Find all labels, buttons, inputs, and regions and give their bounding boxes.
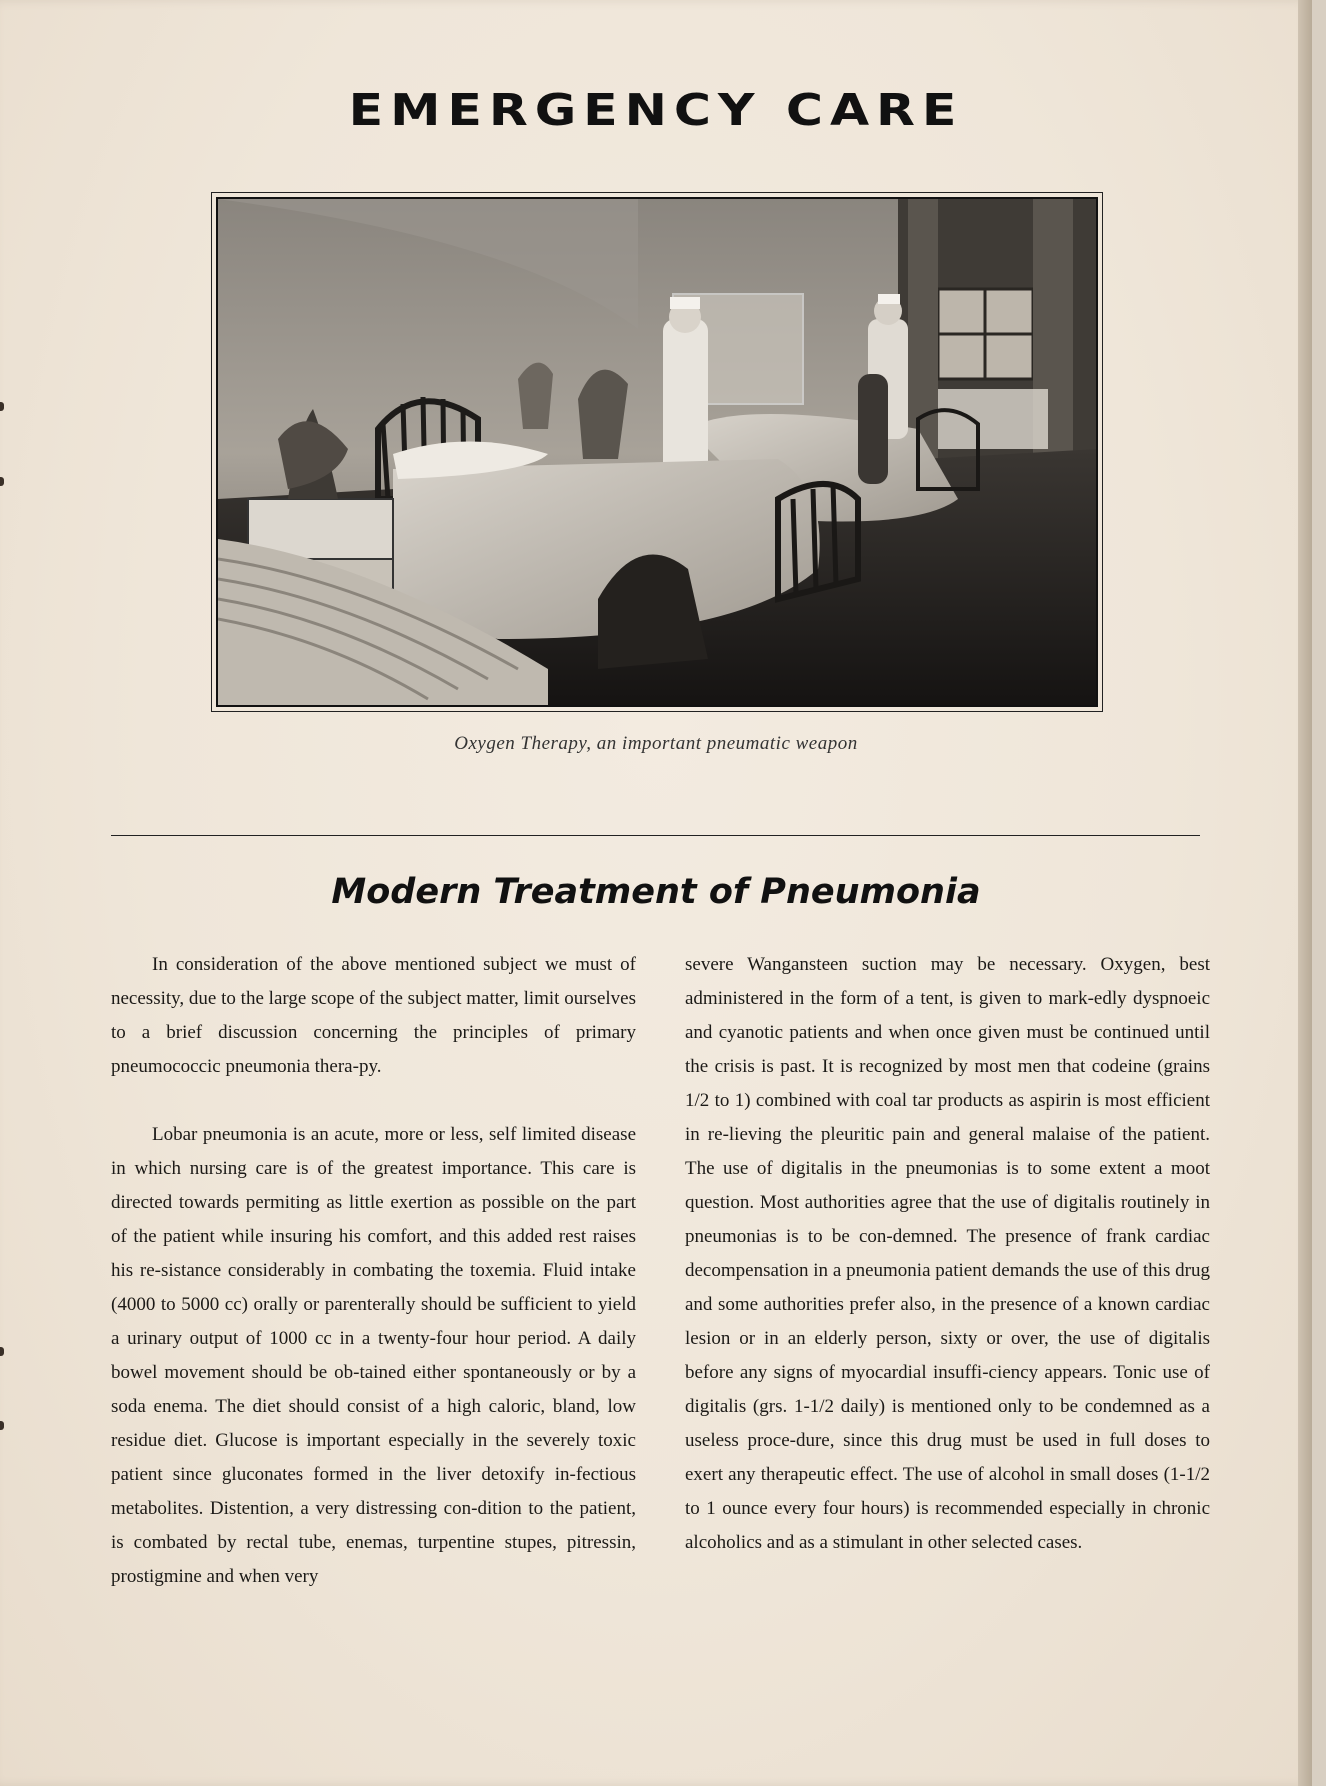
paragraph: severe Wangansteen suction may be necessary. Oxygen, best administered in the form of a tent, is given to mark-edly dyspnoeic and cyanotic patients and when once given must be continued until the crisis is past. It is recognized by most men that codeine (grains 1/2 to 1) combined with coal tar products as aspirin is most efficient in re-lieving the pleuritic pain and general malaise of the patient. The use of digitalis in the pneumonias is to some extent a moot question. Most authorities agree that the use of digitalis routinely in pneumonias is to be con-demned. The presence of frank cardiac decompensation in a pneumonia patient demands the use of this drug and some authorities prefer also, in the presence of a known cardiac lesion or in an elderly person, sixty or over, the use of digitalis before any signs of myocardial insuffi-ciency appears. Tonic use of digitalis (grs. 1-1/2 daily) is mentioned only to be condemned as a useless proce-dure, since this drug must be used in full doses to exert any therapeutic effect. The use of alcohol in small doses (1-1/2 to 1 ounce every four hours) is recommended especially in chronic alcoholics and as a stimulant in other selected cases.	[685, 954, 1210, 1553]
binding-hole-mark	[0, 402, 4, 411]
paragraph: In consideration of the above mentioned subject we must of necessity, due to the large scope of the subject matter, limit ourselves to a brief discussion concerning the principles of primary pneumococcic pneumonia thera-py.	[111, 954, 636, 1077]
right-column	[685, 948, 1210, 1560]
photo-frame	[211, 192, 1103, 712]
paragraph: Lobar pneumonia is an acute, more or less, self limited disease in which nursing care is of the greatest importance. This care is directed towards permiting as little exertion as possible on the part of the patient while insuring his comfort, and this added rest raises his re-sistance considerably in combating the toxemia. Fluid intake (4000 to 5000 cc) orally or parenterally should be sufficient to yield a urinary output of 1000 cc in a twenty-four hour period. A daily bowel movement should be ob-tained either spontaneously or by a soda enema. The diet should consist of a high caloric, bland, low residue diet. Glucose is important especially in the severely toxic patient since gluconates formed in the liver detoxify in-fectious metabolites. Distention, a very distressing con-dition to the patient, is combated by rectal tube, enemas, turpentine stupes, pitressin, prostigmine and when very	[111, 1124, 636, 1587]
binding-hole-mark	[0, 1421, 4, 1430]
article-title: Modern Treatment of Pneumonia	[331, 872, 981, 912]
binding-hole-mark	[0, 477, 4, 486]
photo-caption: Oxygen Therapy, an important pneumatic weapon	[454, 733, 858, 754]
left-column	[111, 948, 636, 1594]
section-divider	[111, 835, 1200, 836]
binding-hole-mark	[0, 1347, 4, 1356]
page-header-title: EMERGENCY CARE	[348, 85, 964, 136]
page-edge	[1298, 0, 1312, 1786]
hospital-ward-illustration	[218, 199, 1098, 707]
hospital-ward-photo	[216, 197, 1098, 707]
